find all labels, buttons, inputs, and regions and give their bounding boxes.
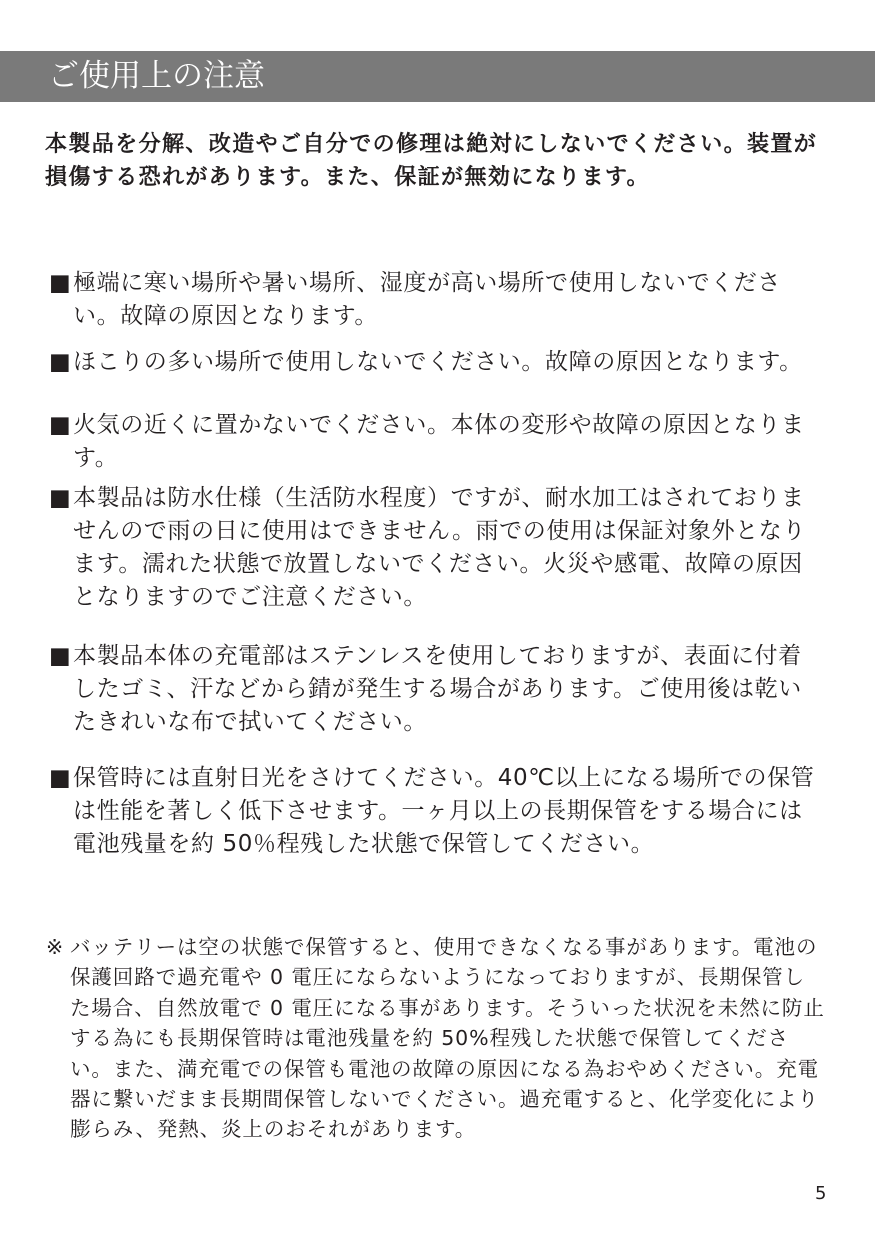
bullet-square-icon: ■ bbox=[49, 765, 72, 791]
note-text: バッテリーは空の状態で保管すると、使用できなくなる事があります。電池の保護回路で過充電や 0 電圧にならないようになっておりますが、長期保管した場合、自然放電で 0 電圧になる事があります。そういった状況を未然に防止する為にも長期保管時は電池残量を約 50%程残した状態で保管してください。また、満充電での保管も電池の故障の原因になる為おやめください。充電器に繋いだまま長期間保管しないでください。過充電すると、化学変化により膨らみ、発熱、炎上のおそれがあります。 bbox=[70, 935, 825, 1142]
page-title: ご使用上の注意 bbox=[48, 58, 265, 94]
list-item-text: 火気の近くに置かないでください。本体の変形や故障の原因となります。 bbox=[73, 412, 805, 471]
list-item bbox=[49, 762, 819, 861]
list-item-text: 本製品本体の充電部はステンレスを使用しておりますが、表面に付着したゴミ、汗などから錆が発生する場合があります。ご使用後は乾いたきれいな布で拭いてください。 bbox=[73, 643, 802, 735]
bullet-square-icon: ■ bbox=[49, 643, 72, 669]
bullet-square-icon: ■ bbox=[49, 270, 72, 296]
list-item bbox=[49, 346, 819, 379]
reference-mark-icon: ※ bbox=[46, 935, 65, 959]
section-header bbox=[0, 51, 875, 102]
list-item-text: 保管時には直射日光をさけてください。40℃以上になる場所での保管は性能を著しく低下させます。一ヶ月以上の長期保管をする場合には電池残量を約 50％程残した状態で保管してください。 bbox=[73, 765, 815, 857]
list-item-text: 極端に寒い場所や暑い場所、湿度が高い場所で使用しないでください。故障の原因となります。 bbox=[73, 270, 781, 329]
list-item-text: ほこりの多い場所で使用しないでください。故障の原因となります。 bbox=[73, 349, 803, 375]
battery-note bbox=[46, 932, 826, 1145]
list-item bbox=[49, 482, 819, 614]
page-number: 5 bbox=[815, 1183, 827, 1204]
list-item-text: 本製品は防水仕様（生活防水程度）ですが、耐水加工はされておりませんので雨の日に使用はできません。雨での使用は保証対象外となります。濡れた状態で放置しないでください。火災や感電、故障の原因となりますのでご注意ください。 bbox=[73, 485, 806, 610]
bullet-square-icon: ■ bbox=[49, 349, 72, 375]
bullet-square-icon: ■ bbox=[49, 412, 72, 438]
list-item bbox=[49, 267, 819, 333]
list-item bbox=[49, 640, 819, 739]
bullet-square-icon: ■ bbox=[49, 485, 72, 511]
warning-paragraph: 本製品を分解、改造やご自分での修理は絶対にしないでください。装置が損傷する恐れがあります。また、保証が無効になります。 bbox=[45, 132, 818, 190]
list-item bbox=[49, 409, 819, 475]
